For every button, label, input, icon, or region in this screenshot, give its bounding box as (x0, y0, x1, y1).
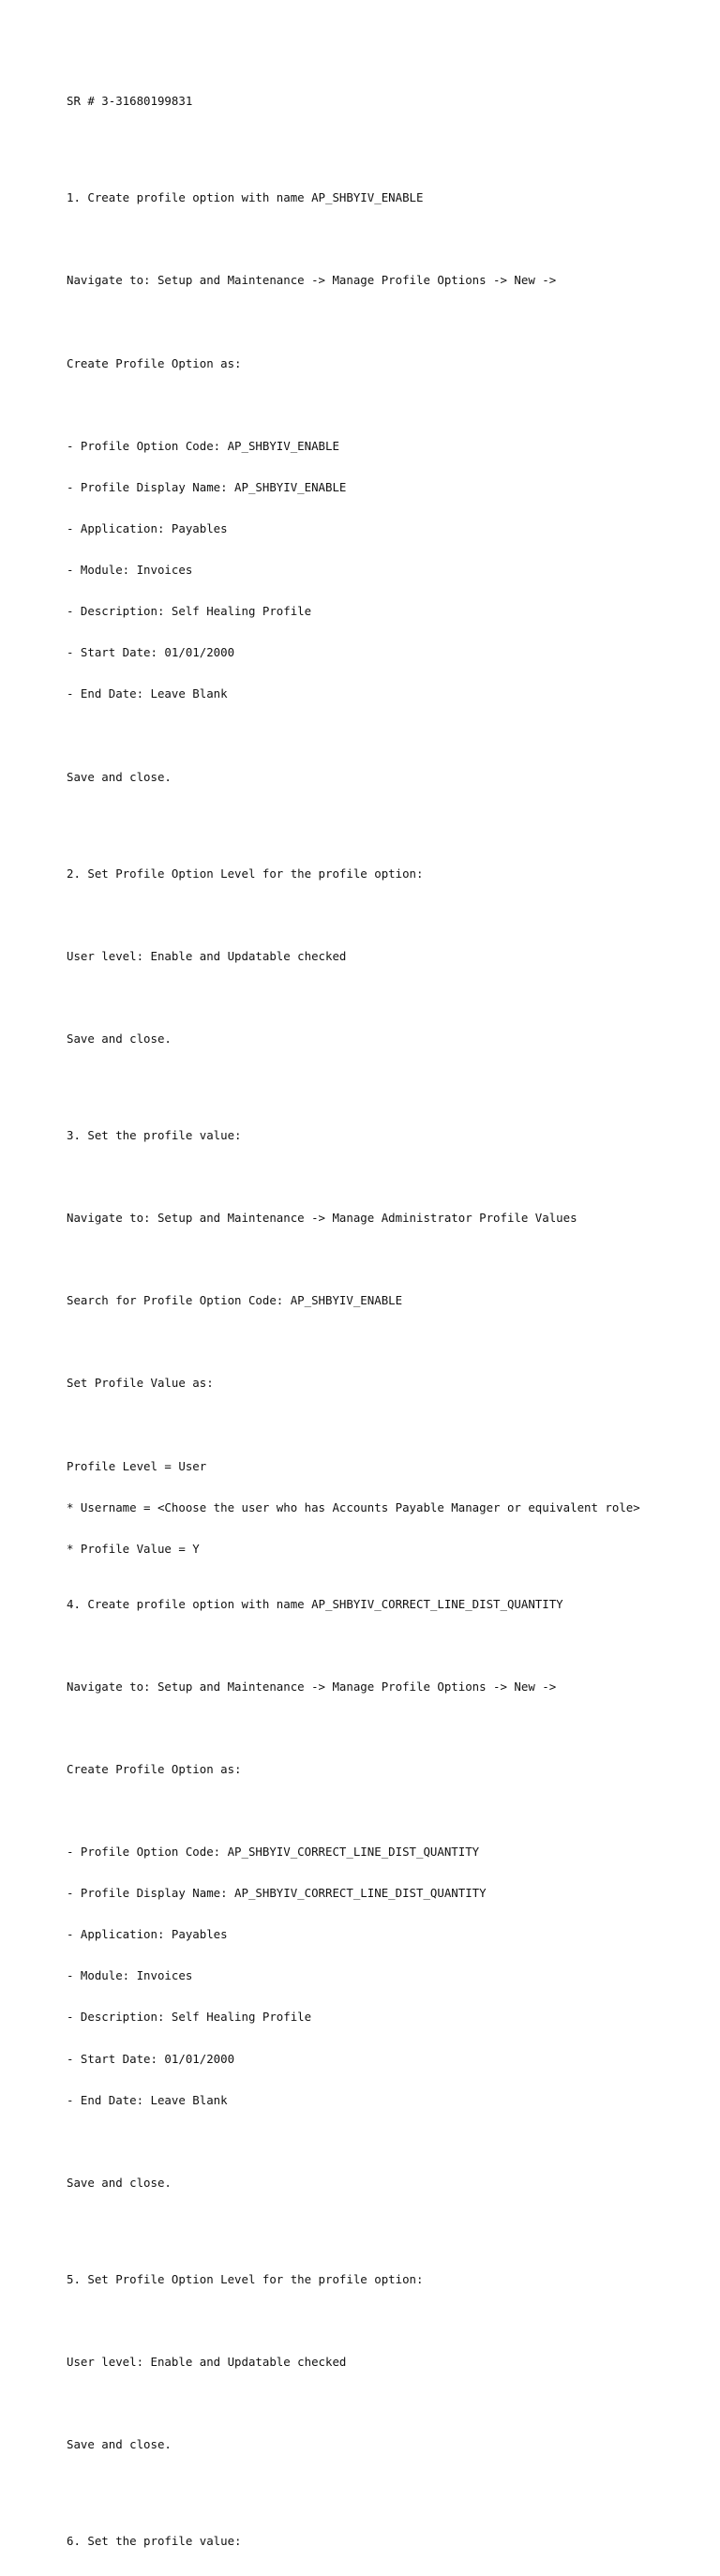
section-1-heading: 1. Create profile option with name AP_SHBYIV_ENABLE (67, 190, 424, 205)
section-1-save: Save and close. (67, 769, 172, 784)
section-4-create-intro: Create Profile Option as: (67, 1761, 242, 1776)
section-3-username: * Username = <Choose the user who has Accounts Payable Manager or equivalent role> (67, 1499, 640, 1514)
section-4-field-end-date: - End Date: Leave Blank (67, 2092, 228, 2107)
blank-line (67, 1418, 713, 1432)
section-1-create-intro: Create Profile Option as: (67, 355, 242, 370)
blank-line (67, 2218, 713, 2232)
section-1-navigate: Navigate to: Setup and Maintenance -> Manage Profile Options -> New -> (67, 273, 557, 288)
section-4-field-description: - Description: Self Healing Profile (67, 2010, 312, 2025)
section-3-heading: 3. Set the profile value: (67, 1127, 242, 1142)
section-1-field-display-name: - Profile Display Name: AP_SHBYIV_ENABLE (67, 479, 347, 494)
section-2-heading: 2. Set Profile Option Level for the profile option: (67, 866, 424, 881)
section-4-heading: 4. Create profile option with name AP_SHBYIV_CORRECT_LINE_DIST_QUANTITY (67, 1596, 563, 1611)
blank-line (67, 1804, 713, 1818)
sr-number: SR # 3-31680199831 (67, 94, 193, 109)
blank-line (67, 1722, 713, 1736)
blank-line (67, 137, 713, 151)
section-4-field-module: - Module: Invoices (67, 1968, 193, 1983)
blank-line (67, 1170, 713, 1184)
section-4-navigate: Navigate to: Setup and Maintenance -> Manage Profile Options -> New -> (67, 1679, 557, 1694)
section-4-field-start-date: - Start Date: 01/01/2000 (67, 2051, 235, 2066)
section-3-profile-value: * Profile Value = Y (67, 1541, 200, 1556)
section-5-save: Save and close. (67, 2437, 172, 2452)
blank-line (67, 2135, 713, 2149)
section-1-field-description: - Description: Self Healing Profile (67, 604, 312, 619)
blank-line (67, 909, 713, 923)
section-4-field-code: - Profile Option Code: AP_SHBYIV_CORRECT_LINE_DIST_QUANTITY (67, 1845, 480, 1860)
blank-line (67, 2479, 713, 2493)
section-2-save: Save and close. (67, 1031, 172, 1046)
document-body (67, 68, 713, 2576)
blank-line (67, 2314, 713, 2328)
section-3-navigate: Navigate to: Setup and Maintenance -> Manage Administrator Profile Values (67, 1210, 578, 1225)
section-5-user-level: User level: Enable and Updatable checked (67, 2354, 347, 2369)
blank-line (67, 1639, 713, 1653)
section-4-field-application: - Application: Payables (67, 1927, 228, 1942)
section-1-field-module: - Module: Invoices (67, 563, 193, 578)
blank-line (67, 316, 713, 330)
section-4-field-display-name: - Profile Display Name: AP_SHBYIV_CORRECT_LINE_DIST_QUANTITY (67, 1886, 487, 1901)
section-4-save: Save and close. (67, 2175, 172, 2190)
section-3-profile-level: Profile Level = User (67, 1458, 207, 1473)
blank-line (67, 2397, 713, 2411)
blank-line (67, 991, 713, 1005)
blank-line (67, 399, 713, 413)
section-3-search: Search for Profile Option Code: AP_SHBYIV_ENABLE (67, 1293, 403, 1308)
blank-line (67, 730, 713, 744)
section-2-user-level: User level: Enable and Updatable checked (67, 948, 347, 963)
blank-line (67, 812, 713, 826)
section-1-field-code: - Profile Option Code: AP_SHBYIV_ENABLE (67, 438, 339, 453)
section-6-heading: 6. Set the profile value: (67, 2533, 242, 2548)
section-1-field-end-date: - End Date: Leave Blank (67, 686, 228, 701)
blank-line (67, 1253, 713, 1267)
blank-line (67, 233, 713, 247)
section-3-set-value: Set Profile Value as: (67, 1376, 214, 1391)
section-1-field-start-date: - Start Date: 01/01/2000 (67, 645, 235, 660)
section-5-heading: 5. Set Profile Option Level for the profile option: (67, 2271, 424, 2286)
section-1-field-application: - Application: Payables (67, 521, 228, 536)
blank-line (67, 1074, 713, 1088)
blank-line (67, 1335, 713, 1349)
